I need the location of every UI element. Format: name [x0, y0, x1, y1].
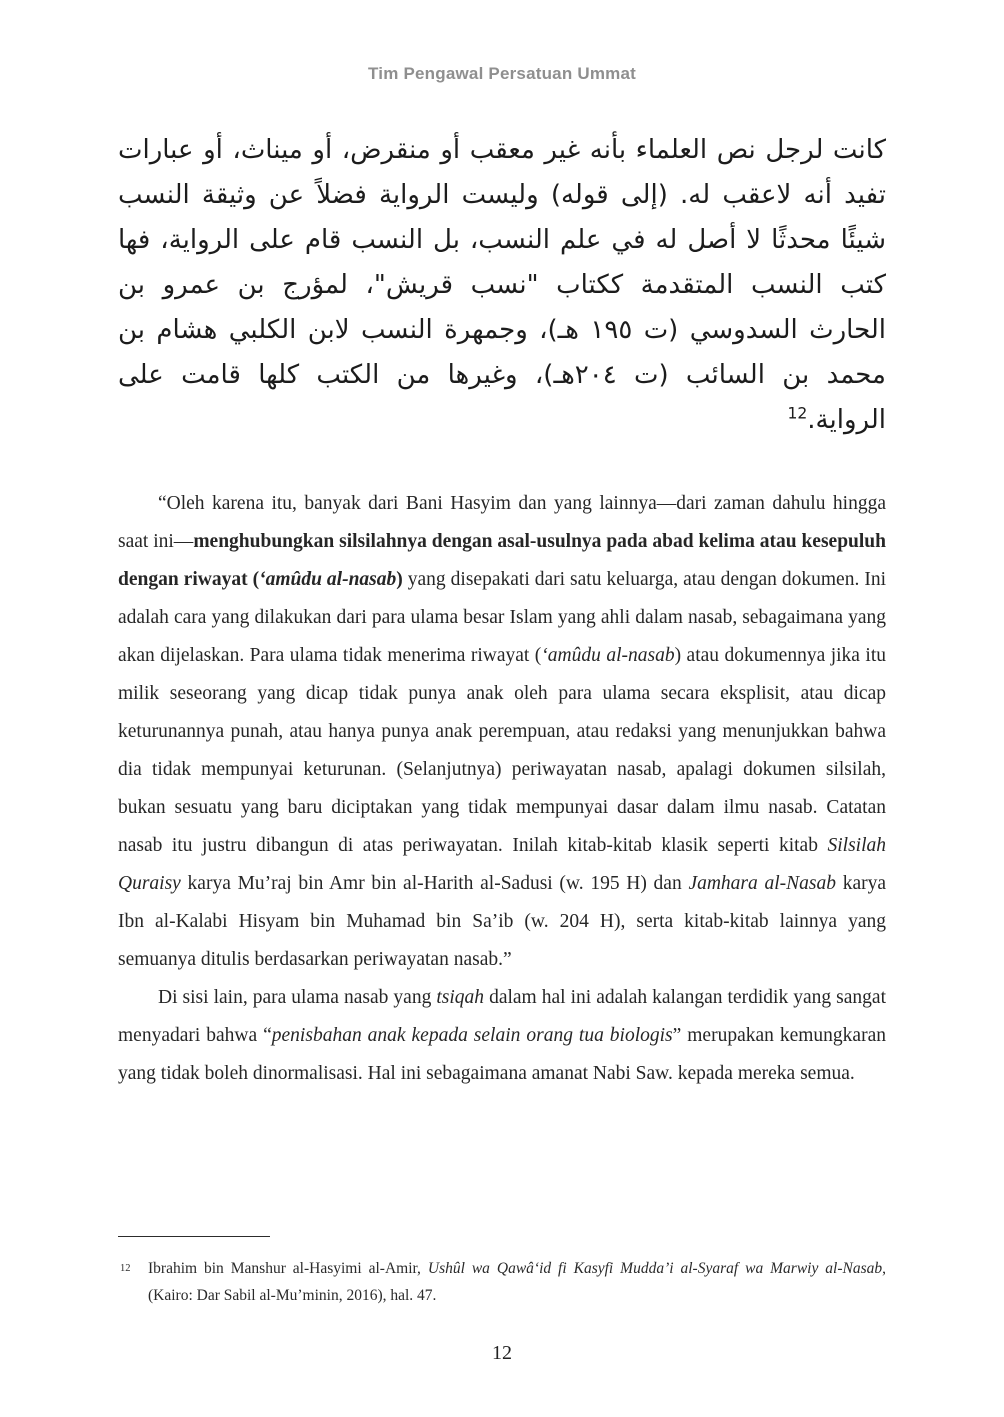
text-segment: , (Kairo: Dar Sabil al-Mu’minin, 2016), hal. 47. — [148, 1260, 887, 1304]
text-segment-bold: ) — [396, 569, 403, 590]
text-segment-italic: ‘amûdu al-nasab — [541, 645, 675, 666]
text-segment: كانت لرجل نص العلماء بأنه غير معقب أو منقرض، أو ميناث، أو عبارات تفيد أنه لاعقب له. (إلى قوله) وليست الرواية فضلاً عن وثيقة النسب شيئًا محدثًا لا أصل له في علم النسب، بل النسب قام على الرواية، فها كتب النسب المتقدمة ككتاب "نسب قريش"، لمؤرج بن عمرو بن الحارث السدوسي (ت ١٩٥ هـ)، وجمهرة النسب لابن الكلبي هشام بن محمد بن السائب (ت ٢٠٤هـ)، وغيرها من الكتب كلها قامت على الرواية. — [118, 135, 887, 435]
text-segment-italic: penisbahan anak kepada selain orang tua biologis — [271, 1025, 673, 1046]
text-segment: dalam hal ini adalah kalangan terdidik yang sangat menyadari bahwa “ — [118, 987, 886, 1046]
text-segment-sup: 12 — [787, 404, 808, 423]
text-segment: Ibrahim bin Manshur al-Hasyimi al-Amir, — [148, 1260, 428, 1277]
text-segment-italic: tsiqah — [436, 987, 485, 1008]
text-segment-italic: Jamhara al-Nasab — [688, 873, 836, 894]
footnote-marker: 12 — [120, 1263, 131, 1274]
text-segment-bold-italic: ‘amûdu al-nasab — [259, 569, 397, 590]
text-segment: Di sisi lain, para ulama nasab yang — [158, 987, 437, 1008]
text-segment: ” merupakan kemungkaran yang tidak boleh dinormalisasi. Hal ini sebagaimana amanat Nabi Saw. kepada mereka semua. — [118, 1025, 886, 1084]
text-segment-italic: Ushûl wa Qawâ‘id fi Kasyfi Mudda’i al-Syaraf wa Marwiy al-Nasab — [427, 1260, 883, 1277]
running-header: Tim Pengawal Persatuan Ummat — [368, 64, 636, 83]
footnote-text — [118, 1255, 886, 1309]
text-segment: “Oleh karena itu, banyak dari Bani Hasyim dan yang lainnya—dari zaman dahulu hingga saat ini— — [118, 493, 886, 552]
closing-paragraph — [118, 979, 886, 1093]
footnote — [118, 1255, 886, 1309]
arabic-quote-paragraph — [118, 128, 886, 443]
text-segment: karya Ibn al-Kalabi Hisyam bin Muhamad bin Sa’ib (w. 204 H), serta kitab-kitab lainnya yang semuanya ditulis berdasarkan periwayatan nasab.” — [118, 873, 886, 970]
page-number: 12 — [492, 1342, 512, 1364]
text-segment-italic: Silsilah Quraisy — [118, 835, 886, 894]
footnote-separator — [118, 1236, 270, 1237]
text-segment-bold: menghubungkan silsilahnya dengan asal-usulnya pada abad kelima atau kesepuluh dengan riwayat ( — [118, 531, 886, 590]
text-segment: karya Mu’raj bin Amr bin al-Harith al-Sadusi (w. 195 H) dan — [180, 873, 689, 894]
page-content — [118, 128, 886, 1093]
text-segment: ) atau dokumennya jika itu milik seseorang yang dicap tidak punya anak oleh para ulama secara eksplisit, atau dicap keturunannya punah, atau hanya punya anak perempuan, atau redaksi yang menunjukkan bahwa dia tidak mempunyai keturunan. (Selanjutnya) periwayatan nasab, apalagi dokumen silsilah, bukan sesuatu yang baru diciptakan yang tidak mempunyai dasar dalam ilmu nasab. Catatan nasab itu justru dibangun di atas periwayatan. Inilah kitab-kitab klasik seperti kitab — [118, 645, 886, 856]
quote-paragraph — [118, 485, 886, 979]
text-segment: yang disepakati dari satu keluarga, atau dengan dokumen. Ini adalah cara yang dilakukan dari para ulama besar Islam yang ahli dalam nasab, sebagaimana yang akan dijelaskan. Para ulama tidak menerima riwayat ( — [118, 569, 886, 666]
